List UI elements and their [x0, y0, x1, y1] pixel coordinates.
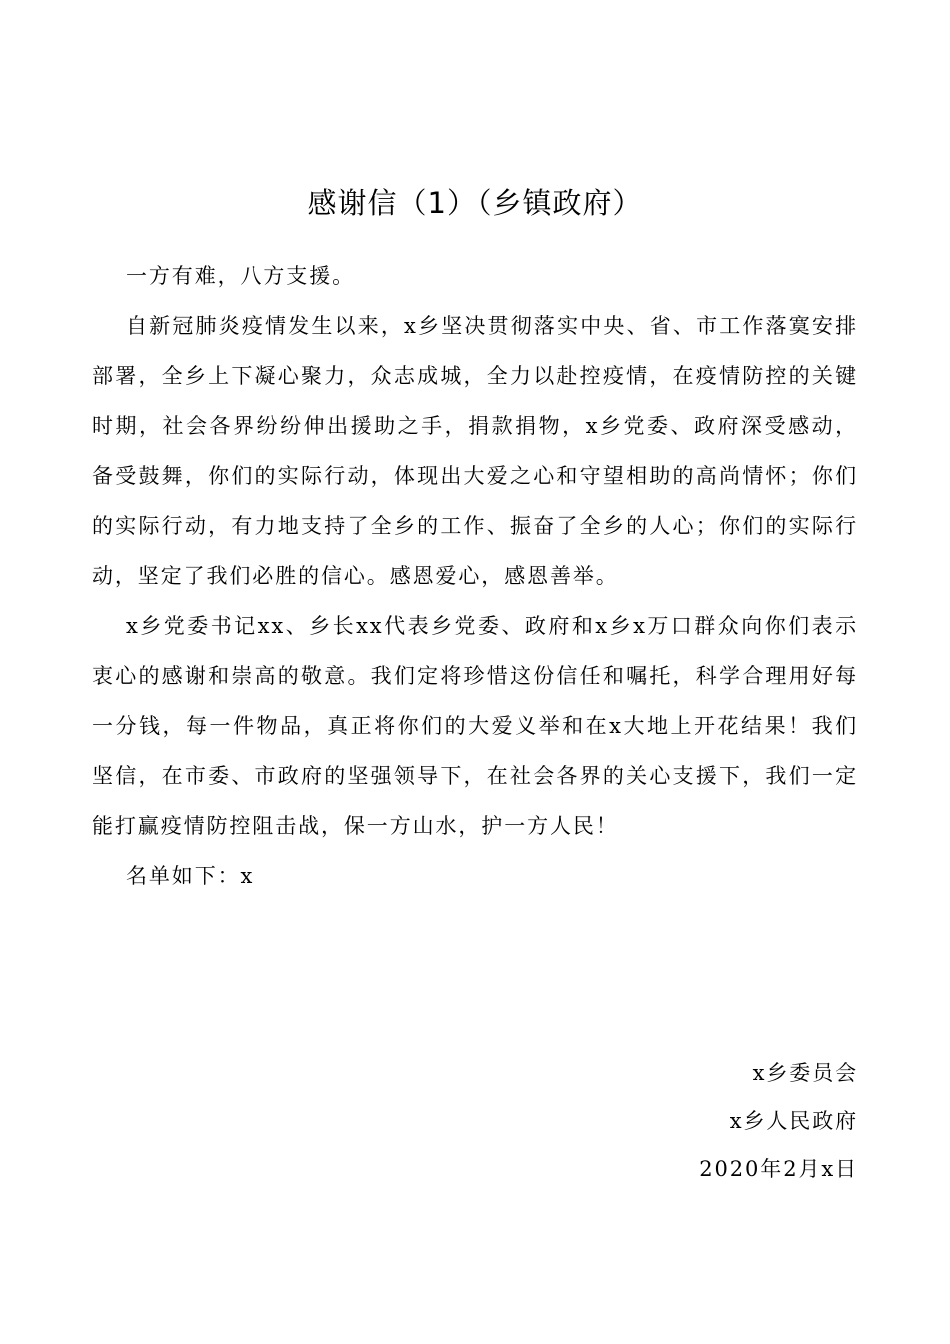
document-title: 感谢信（1）（乡镇政府） — [307, 186, 643, 220]
letter-body — [92, 251, 858, 901]
document-page — [92, 0, 858, 1344]
paragraph-opening: 一方有难，八方支援。 — [126, 264, 355, 288]
signature-date: 2020年2月x日 — [699, 1157, 858, 1181]
signature-block — [458, 1049, 858, 1193]
paragraph-gratitude: x乡党委书记xx、乡长xx代表乡党委、政府和x乡x万口群众向你们表示衷心的感谢和崇高的敬意。我们定将珍惜这份信任和嘱托，科学合理用好每一分钱，每一件物品，真正将你们的大爱义举和在x大地上开花结果！我们坚信，在市委、市政府的坚强领导下，在社会各界的关心支援下，我们一定能打赢疫情防控阻击战，保一方山水，护一方人民！ — [92, 614, 858, 838]
paragraph-situation: 自新冠肺炎疫情发生以来，x乡坚决贯彻落实中央、省、市工作落寞安排部署，全乡上下凝心聚力，众志成城，全力以赴控疫情，在疫情防控的关键时期，社会各界纷纷伸出援助之手，捐款捐物，x乡党委、政府深受感动，备受鼓舞，你们的实际行动，体现出大爱之心和守望相助的高尚情怀；你们的实际行动，有力地支持了全乡的工作、振奋了全乡的人心；你们的实际行动，坚定了我们必胜的信心。感恩爱心，感恩善举。 — [92, 314, 858, 588]
paragraph-list: 名单如下：x — [126, 864, 255, 888]
signature-government: x乡人民政府 — [729, 1109, 858, 1133]
signature-committee: x乡委员会 — [752, 1061, 858, 1085]
